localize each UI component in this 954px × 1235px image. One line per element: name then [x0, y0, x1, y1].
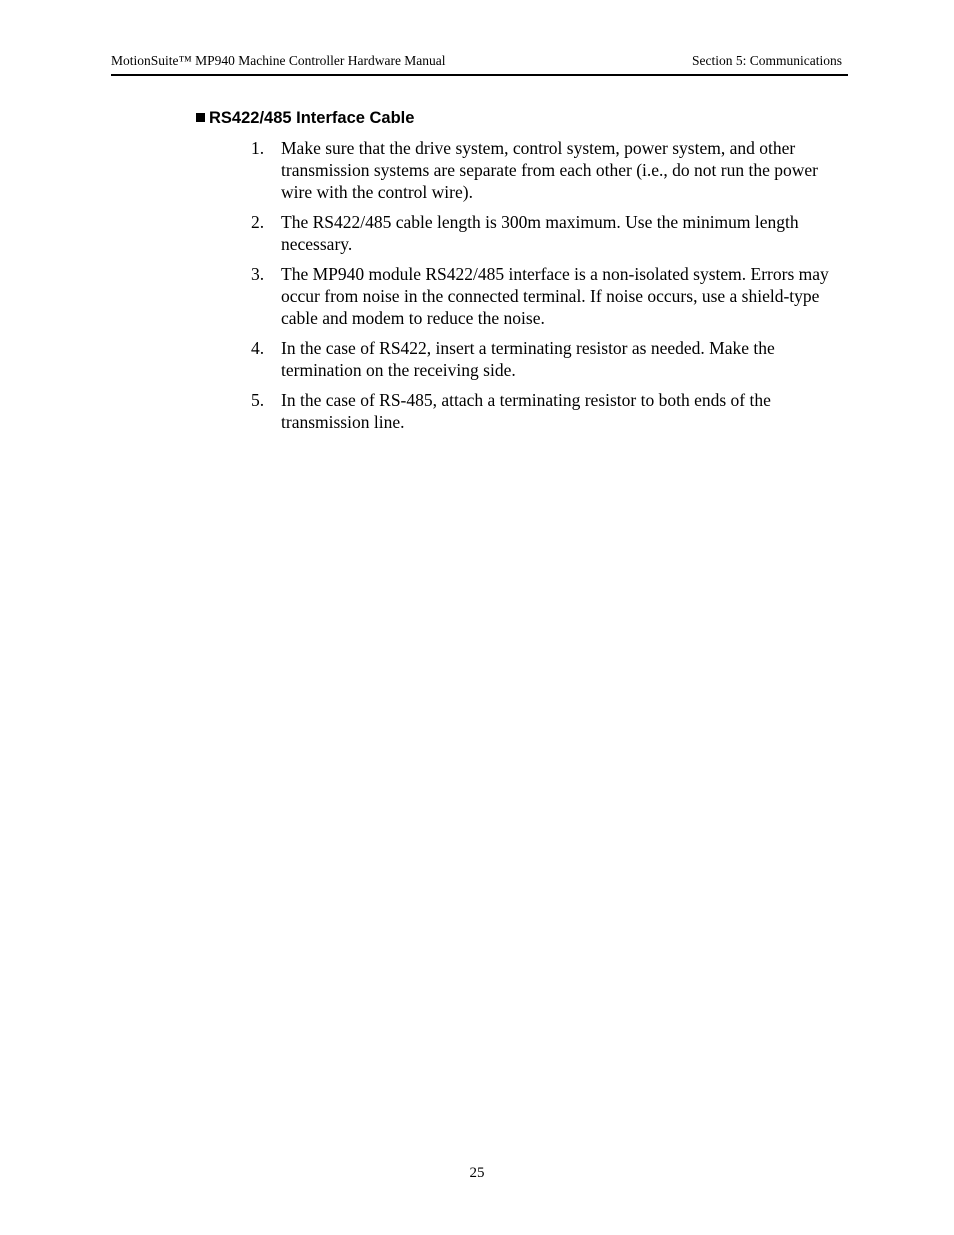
list-item-number: 4.	[251, 338, 265, 358]
square-bullet-icon	[196, 113, 205, 122]
list-item-text: In the case of RS-485, attach a terminating resistor to both ends of the transmission line.	[281, 390, 771, 432]
manual-title: MotionSuite™ MP940 Machine Controller Hardware Manual	[111, 53, 446, 68]
list-item-number: 2.	[251, 212, 265, 232]
list-item	[251, 137, 851, 203]
list-item	[251, 211, 851, 255]
running-header	[111, 52, 842, 72]
list-item	[251, 337, 851, 381]
list-item-number: 5.	[251, 390, 265, 410]
instruction-list	[251, 137, 851, 441]
section-title: Section 5: Communications	[692, 53, 842, 68]
section-heading-text: RS422/485 Interface Cable	[209, 109, 415, 127]
page-number: 25	[469, 1165, 485, 1181]
list-item-text: The RS422/485 cable length is 300m maximum. Use the minimum length necessary.	[281, 212, 799, 254]
header-divider	[111, 74, 848, 76]
list-item-text: Make sure that the drive system, control system, power system, and other transmission systems are separate from each other (i.e., do not run the power wire with the control wire).	[281, 138, 818, 202]
list-item-number: 3.	[251, 264, 265, 284]
list-item-text: In the case of RS422, insert a terminating resistor as needed. Make the termination on the receiving side.	[281, 338, 775, 380]
list-item	[251, 389, 851, 433]
section-heading	[196, 107, 414, 129]
list-item-number: 1.	[251, 138, 265, 158]
list-item	[251, 263, 851, 329]
list-item-text: The MP940 module RS422/485 interface is a non-isolated system. Errors may occur from noise in the connected terminal. If noise occurs, use a shield-type cable and modem to reduce the noise.	[281, 264, 829, 328]
